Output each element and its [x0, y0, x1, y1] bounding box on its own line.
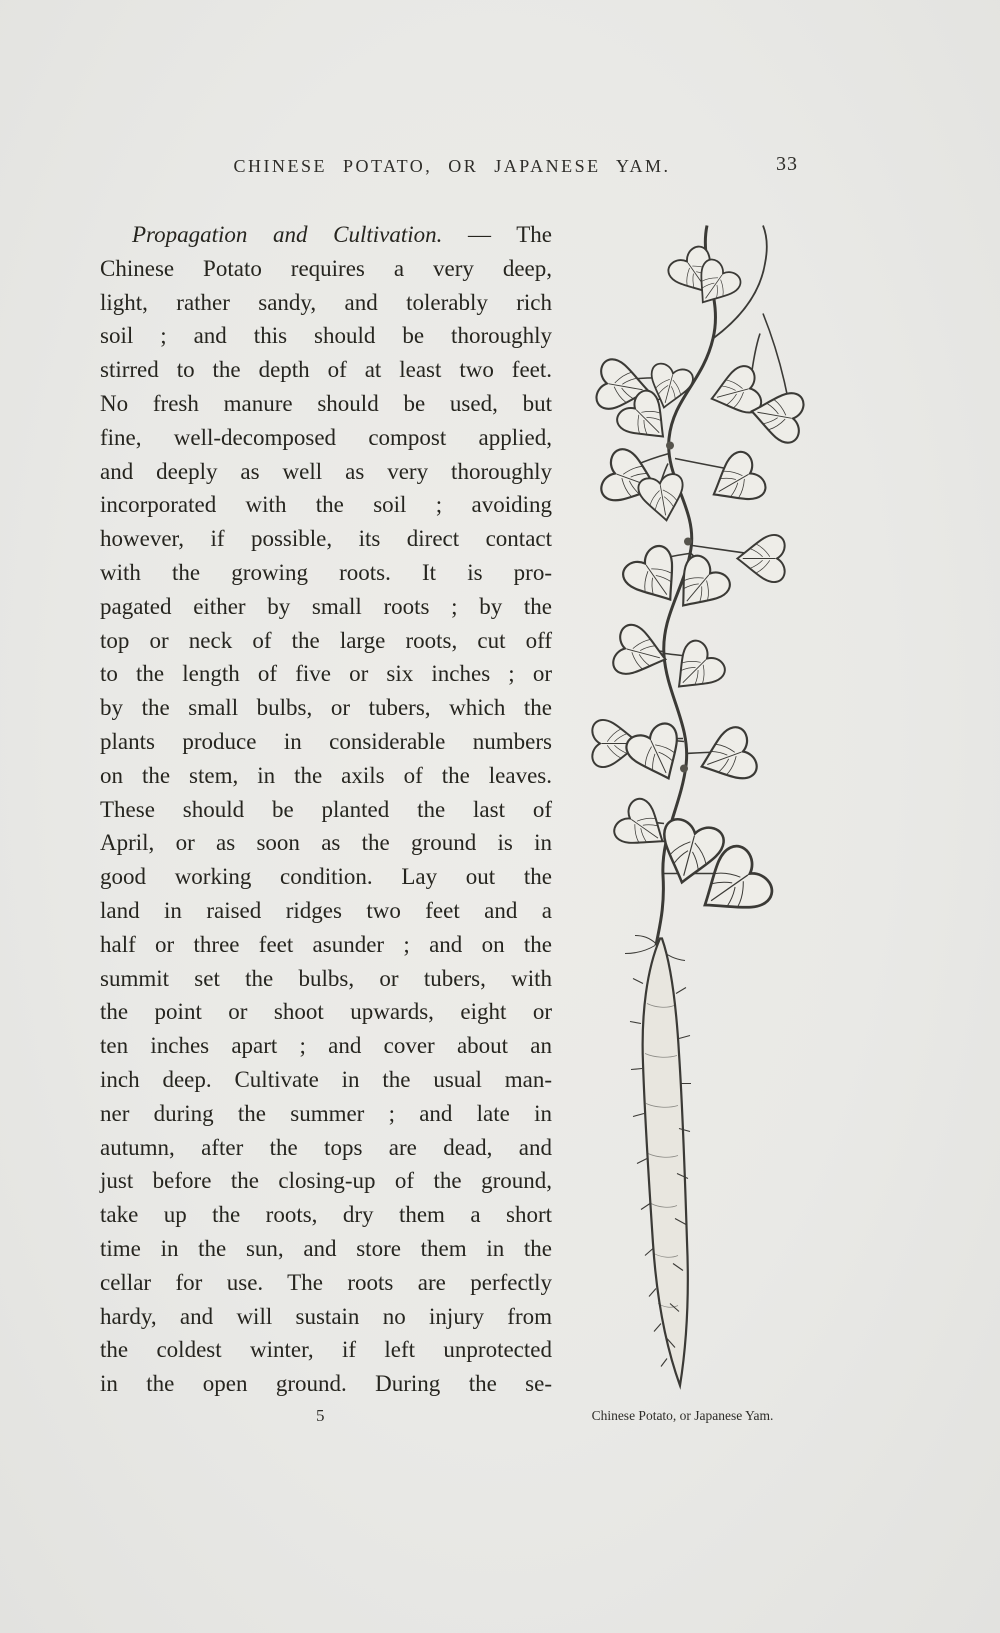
signature-mark: 5 [316, 1406, 325, 1425]
text-line: good working condition. Lay out the [100, 864, 552, 890]
text-line: fine, well-decomposed compost applied, [100, 424, 552, 450]
text-line: just before the closing-up of the ground, [100, 1168, 552, 1194]
text-line-first [100, 218, 552, 252]
text-line: with the growing roots. It is pro- [100, 559, 552, 585]
text-line: stirred to the depth of at least two feet. [100, 357, 552, 383]
text-line: the coldest winter, if left unprotected [100, 1337, 552, 1363]
lead-italic-text: Propagation and Cultivation. [132, 222, 443, 247]
text-line: plants produce in considerable numbers [100, 728, 552, 754]
text-line: ner during the summer ; and late in [100, 1100, 552, 1126]
text-line: cellar for use. The roots are perfectly [100, 1269, 552, 1295]
text-line: April, or as soon as the ground is in [100, 830, 552, 856]
text-line: summit set the bulbs, or tubers, with [100, 965, 552, 991]
text-line: land in raised ridges two feet and a [100, 897, 552, 923]
vine-with-tuber-illustration [555, 222, 840, 1400]
text-line: by the small bulbs, or tubers, which the [100, 695, 552, 721]
text-line: time in the sun, and store them in the [100, 1235, 552, 1261]
text-line: soil ; and this should be thoroughly [100, 323, 552, 349]
text-line: ten inches apart ; and cover about an [100, 1033, 552, 1059]
text-line: top or neck of the large roots, cut off [100, 627, 552, 653]
text-line: pagated either by small roots ; by the [100, 593, 552, 619]
text-line: and deeply as well as very thoroughly [100, 458, 552, 484]
text-line: autumn, after the tops are dead, and [100, 1134, 552, 1160]
text-line: light, rather sandy, and tolerably rich [100, 289, 552, 315]
text-line: No fresh manure should be used, but [100, 390, 552, 416]
text-line: to the length of five or six inches ; or [100, 661, 552, 687]
running-header: CHINESE POTATO, OR JAPANESE YAM. [233, 156, 671, 176]
page-number: 33 [776, 153, 798, 175]
text-line: the point or shoot upwards, eight or [100, 999, 552, 1025]
text-line: on the stem, in the axils of the leaves. [100, 762, 552, 788]
illustration-caption: Chinese Potato, or Japanese Yam. [591, 1408, 774, 1423]
text-line: in the open ground. During the se- [100, 1371, 552, 1397]
plant-drawing-icon [555, 222, 840, 1400]
lead-rest-text: — The [442, 222, 552, 247]
text-line: incorporated with the soil ; avoiding [100, 492, 552, 518]
text-line: however, if possible, its direct contact [100, 526, 552, 552]
text-line: half or three feet asunder ; and on the [100, 931, 552, 957]
text-line: Chinese Potato requires a very deep, [100, 255, 552, 281]
paragraph [100, 218, 552, 1401]
text-line: take up the roots, dry them a short [100, 1202, 552, 1228]
text-line: inch deep. Cultivate in the usual man- [100, 1066, 552, 1092]
text-line: hardy, and will sustain no injury from [100, 1303, 552, 1329]
text-line: These should be planted the last of [100, 796, 552, 822]
